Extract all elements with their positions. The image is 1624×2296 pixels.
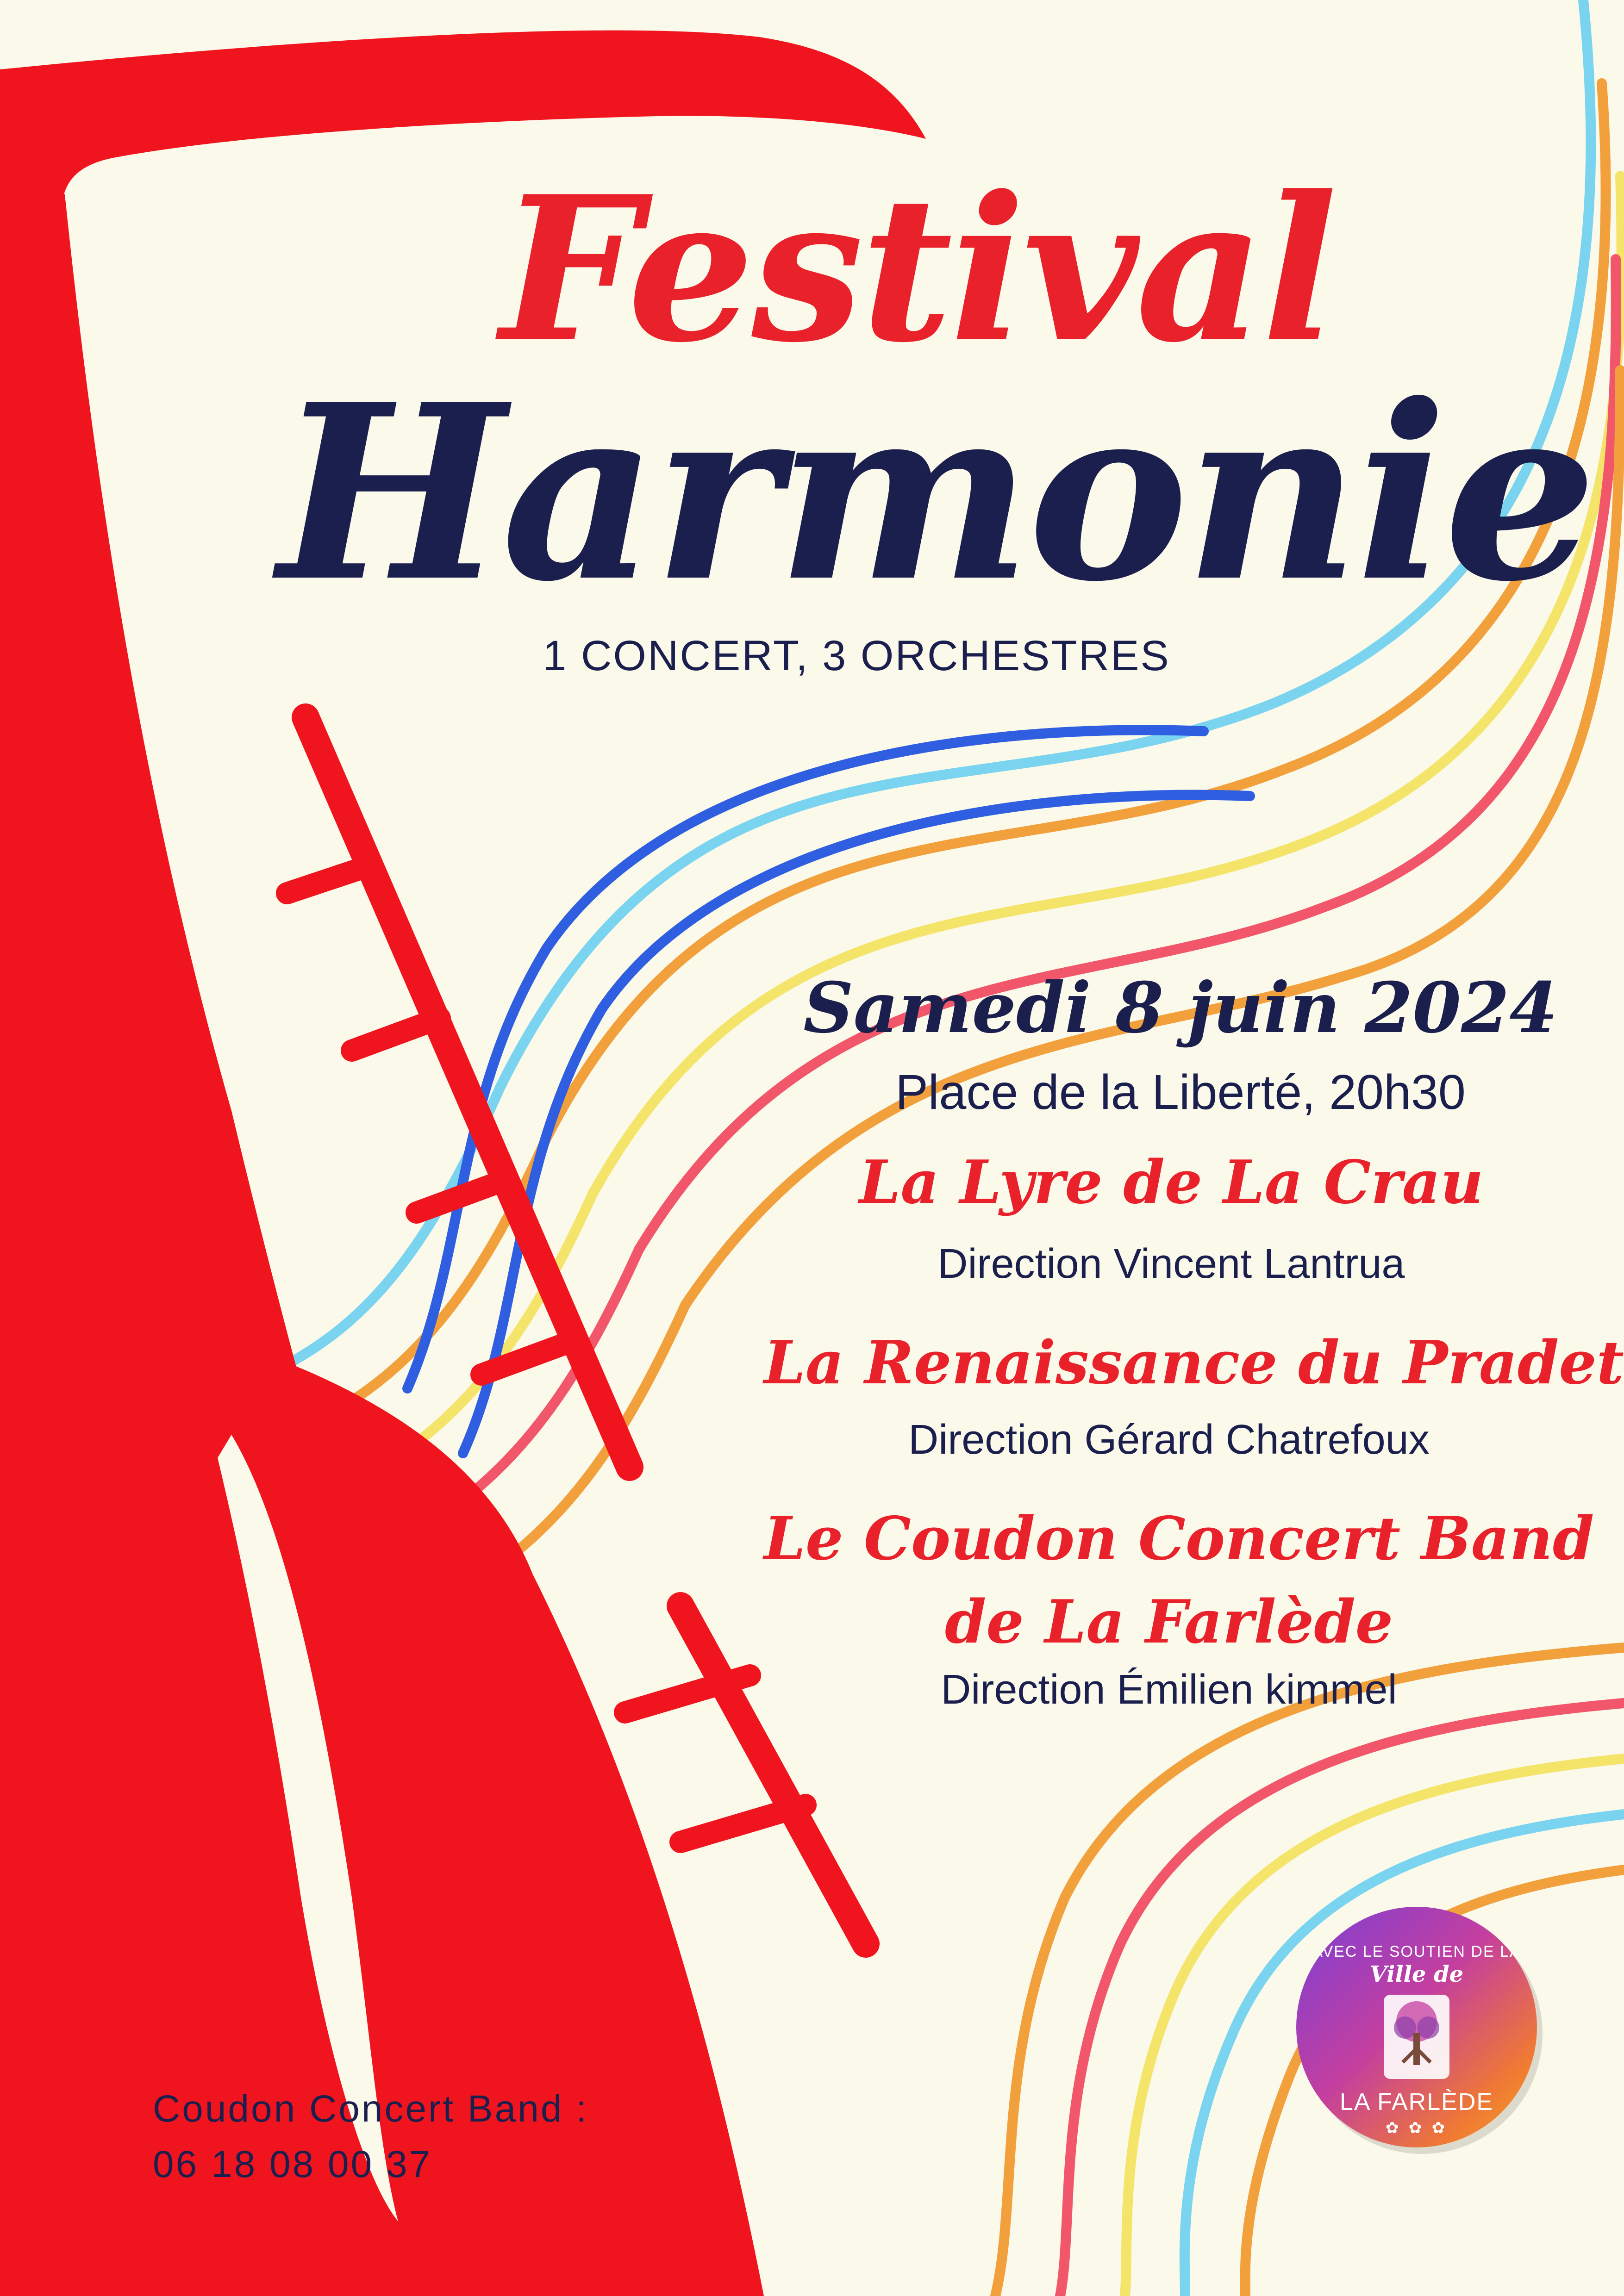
badge-ville-text: Ville de [1369,1961,1464,1987]
event-place-time: Place de la Liberté, 20h30 [895,1065,1466,1120]
orchestra-name: La Renaissance du Pradet [764,1328,1624,1398]
orchestra-name: Le Coudon Concert Band [764,1504,1594,1574]
orchestra-director: Direction Gérard Chatrefoux [908,1417,1430,1463]
orchestra-director: Direction Émilien kimmel [941,1667,1397,1713]
contact-phone: 06 18 08 00 37 [153,2143,432,2185]
subtitle: 1 CONCERT, 3 ORCHESTRES [543,632,1170,679]
badge-town-name: LA FARLÈDE [1339,2089,1494,2116]
orchestra-name: La Lyre de La Crau [859,1148,1484,1217]
title-festival: Festival [500,153,1335,386]
title-harmonie: Harmonie [278,352,1593,635]
tree-logo-icon [1382,1993,1451,2081]
contact-name: Coudon Concert Band : [153,2088,588,2130]
orchestra-director: Direction Vincent Lantrua [937,1241,1405,1287]
badge-ornament-icon: ✿ ✿ ✿ [1385,2119,1448,2137]
sponsor-badge [1296,1907,1537,2147]
badge-support-text: · AVEC LE SOUTIEN DE LA · [1301,1943,1532,1960]
event-date: Samedi 8 juin 2024 [803,967,1558,1049]
orchestra-name-continued: de La Farlède [944,1587,1393,1657]
